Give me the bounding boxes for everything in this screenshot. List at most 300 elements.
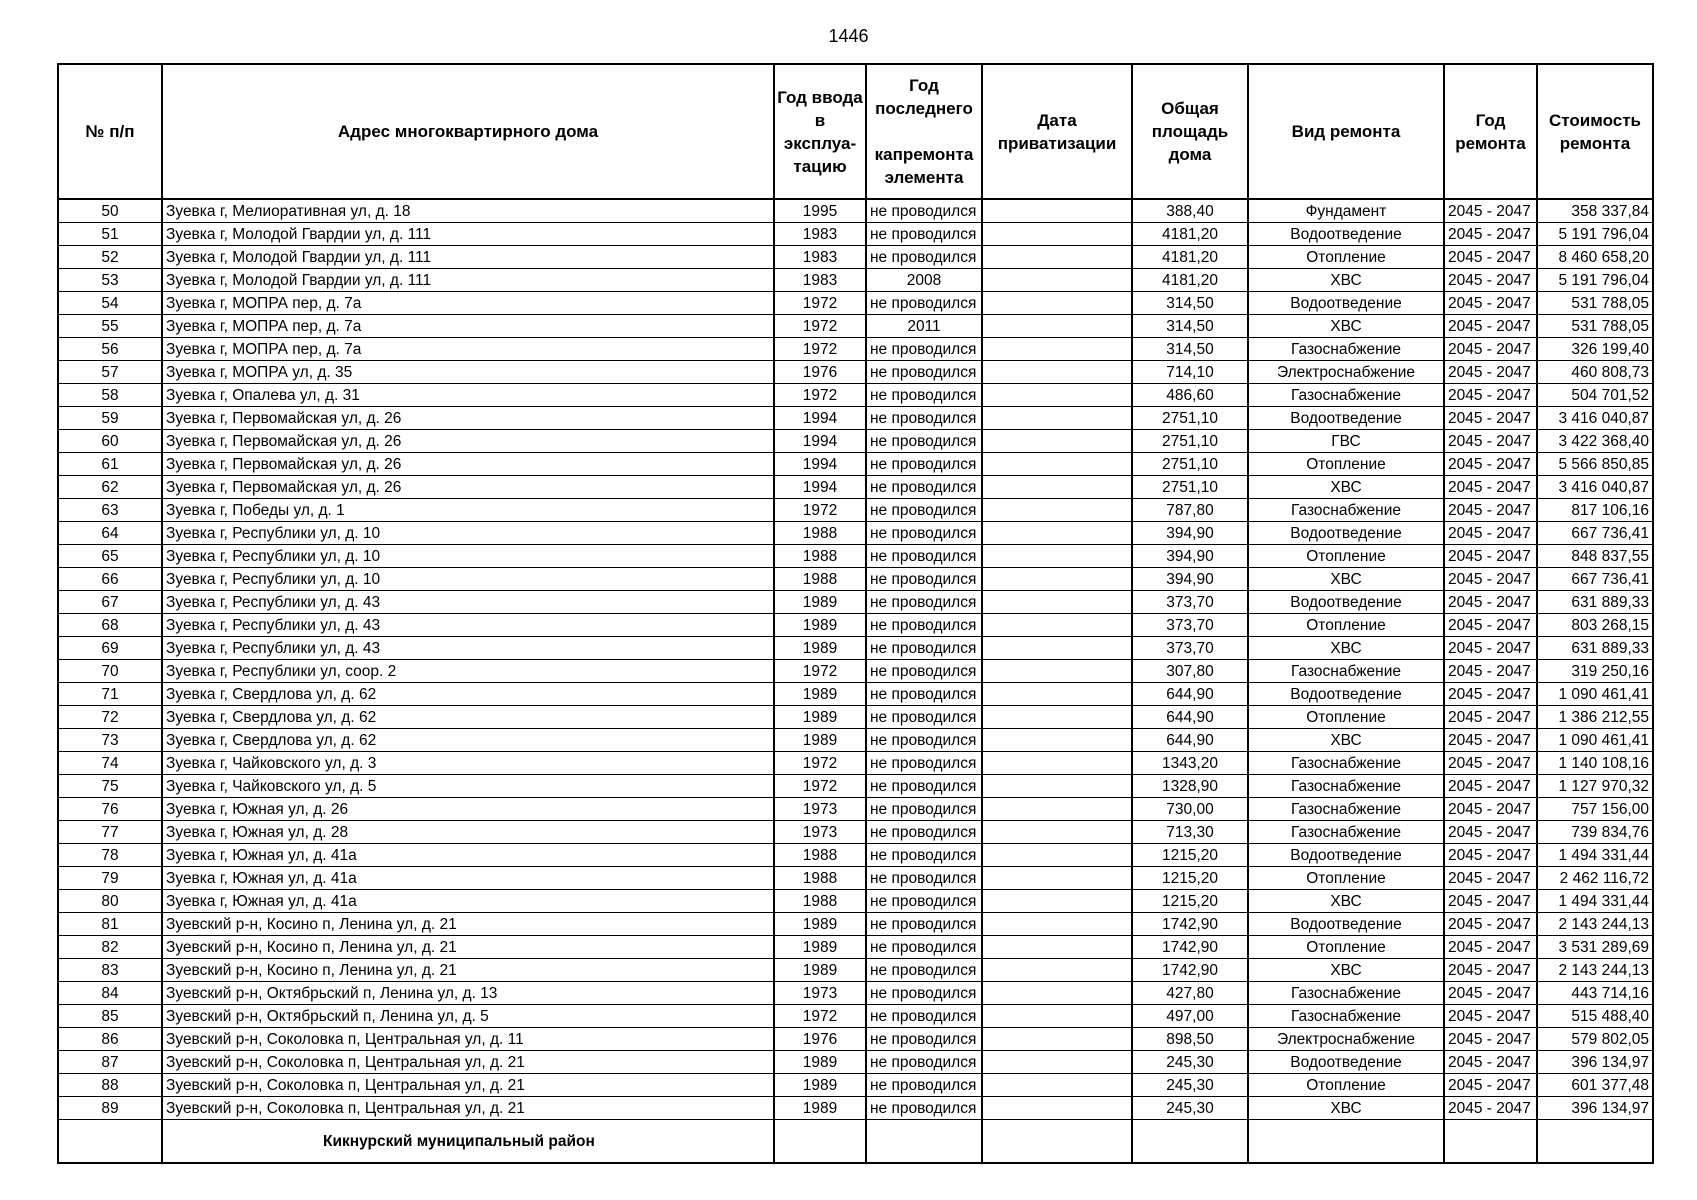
row-privatization xyxy=(982,246,1132,269)
row-repair-type: Отопление xyxy=(1248,1074,1444,1097)
row-last-repair: не проводился xyxy=(866,292,982,315)
row-address: Зуевский р-н, Соколовка п, Центральная ул, д. 21 xyxy=(162,1074,774,1097)
table-row xyxy=(58,476,1653,499)
table-row xyxy=(58,936,1653,959)
row-area: 245,30 xyxy=(1132,1051,1248,1074)
row-privatization xyxy=(982,1074,1132,1097)
row-repair-type: ХВС xyxy=(1248,1097,1444,1120)
row-num: 71 xyxy=(58,683,162,706)
row-repair-year: 2045 - 2047 xyxy=(1444,246,1537,269)
row-year-commission: 1973 xyxy=(774,821,866,844)
row-address: Зуевский р-н, Соколовка п, Центральная ул, д. 21 xyxy=(162,1051,774,1074)
row-num: 80 xyxy=(58,890,162,913)
row-area: 388,40 xyxy=(1132,199,1248,223)
row-num: 89 xyxy=(58,1097,162,1120)
table-row xyxy=(58,545,1653,568)
row-year-commission: 1989 xyxy=(774,936,866,959)
row-area: 373,70 xyxy=(1132,637,1248,660)
row-repair-type: Газоснабжение xyxy=(1248,499,1444,522)
row-year-commission: 1972 xyxy=(774,1005,866,1028)
row-num: 74 xyxy=(58,752,162,775)
row-num: 78 xyxy=(58,844,162,867)
row-year-commission: 1988 xyxy=(774,522,866,545)
row-repair-type: Водоотведение xyxy=(1248,591,1444,614)
table-row xyxy=(58,637,1653,660)
row-cost: 757 156,00 xyxy=(1537,798,1653,821)
row-area: 1215,20 xyxy=(1132,867,1248,890)
row-repair-year: 2045 - 2047 xyxy=(1444,683,1537,706)
row-repair-type: Газоснабжение xyxy=(1248,752,1444,775)
row-num: 58 xyxy=(58,384,162,407)
row-area: 245,30 xyxy=(1132,1074,1248,1097)
row-address: Зуевка г, Первомайская ул, д. 26 xyxy=(162,476,774,499)
row-address: Зуевка г, Южная ул, д. 28 xyxy=(162,821,774,844)
row-last-repair: не проводился xyxy=(866,453,982,476)
row-address: Зуевка г, Республики ул, д. 10 xyxy=(162,545,774,568)
row-repair-type: ХВС xyxy=(1248,637,1444,660)
row-privatization xyxy=(982,199,1132,223)
row-repair-type: Водоотведение xyxy=(1248,1051,1444,1074)
row-repair-type: ГВС xyxy=(1248,430,1444,453)
row-last-repair: не проводился xyxy=(866,1097,982,1120)
table-row xyxy=(58,269,1653,292)
row-year-commission: 1989 xyxy=(774,1051,866,1074)
row-address: Зуевский р-н, Косино п, Ленина ул, д. 21 xyxy=(162,936,774,959)
row-address: Зуевский р-н, Косино п, Ленина ул, д. 21 xyxy=(162,959,774,982)
header-repair-type: Вид ремонта xyxy=(1248,64,1444,199)
row-num: 87 xyxy=(58,1051,162,1074)
row-num: 53 xyxy=(58,269,162,292)
row-repair-type: Фундамент xyxy=(1248,199,1444,223)
row-area: 1742,90 xyxy=(1132,959,1248,982)
row-year-commission: 1983 xyxy=(774,223,866,246)
row-repair-year: 2045 - 2047 xyxy=(1444,315,1537,338)
row-repair-year: 2045 - 2047 xyxy=(1444,1051,1537,1074)
row-year-commission: 1988 xyxy=(774,867,866,890)
row-privatization xyxy=(982,752,1132,775)
row-repair-type: ХВС xyxy=(1248,269,1444,292)
row-address: Зуевский р-н, Соколовка п, Центральная ул, д. 21 xyxy=(162,1097,774,1120)
row-last-repair: не проводился xyxy=(866,1005,982,1028)
row-repair-type: Отопление xyxy=(1248,453,1444,476)
row-num: 56 xyxy=(58,338,162,361)
row-num: 86 xyxy=(58,1028,162,1051)
page-number: 1446 xyxy=(828,26,869,46)
row-cost: 2 143 244,13 xyxy=(1537,959,1653,982)
row-last-repair: не проводился xyxy=(866,499,982,522)
row-repair-type: Водоотведение xyxy=(1248,407,1444,430)
row-last-repair: не проводился xyxy=(866,936,982,959)
row-cost: 3 416 040,87 xyxy=(1537,407,1653,430)
row-last-repair: не проводился xyxy=(866,1028,982,1051)
header-year-commission: Год ввода в эксплуа-тацию xyxy=(774,64,866,199)
row-last-repair: не проводился xyxy=(866,1051,982,1074)
row-repair-year: 2045 - 2047 xyxy=(1444,913,1537,936)
row-year-commission: 1994 xyxy=(774,453,866,476)
row-area: 714,10 xyxy=(1132,361,1248,384)
row-privatization xyxy=(982,315,1132,338)
row-year-commission: 1973 xyxy=(774,982,866,1005)
row-cost: 667 736,41 xyxy=(1537,568,1653,591)
row-num: 65 xyxy=(58,545,162,568)
row-cost: 817 106,16 xyxy=(1537,499,1653,522)
row-privatization xyxy=(982,269,1132,292)
row-address: Зуевка г, Республики ул, д. 10 xyxy=(162,568,774,591)
header-year-last-repair-bottom: капремонта элемента xyxy=(874,145,974,187)
row-num: 85 xyxy=(58,1005,162,1028)
row-address: Зуевка г, Южная ул, д. 26 xyxy=(162,798,774,821)
row-repair-year: 2045 - 2047 xyxy=(1444,614,1537,637)
row-address: Зуевка г, Южная ул, д. 41а xyxy=(162,867,774,890)
row-last-repair: не проводился xyxy=(866,706,982,729)
section-row xyxy=(58,1120,1653,1164)
table-row xyxy=(58,1051,1653,1074)
row-year-commission: 1972 xyxy=(774,292,866,315)
row-last-repair: не проводился xyxy=(866,890,982,913)
row-privatization xyxy=(982,1005,1132,1028)
row-privatization xyxy=(982,821,1132,844)
row-privatization xyxy=(982,292,1132,315)
table-row xyxy=(58,844,1653,867)
row-cost: 1 386 212,55 xyxy=(1537,706,1653,729)
row-repair-year: 2045 - 2047 xyxy=(1444,1097,1537,1120)
row-last-repair: не проводился xyxy=(866,223,982,246)
row-year-commission: 1989 xyxy=(774,614,866,637)
row-repair-year: 2045 - 2047 xyxy=(1444,591,1537,614)
row-year-commission: 1983 xyxy=(774,269,866,292)
row-repair-year: 2045 - 2047 xyxy=(1444,568,1537,591)
row-repair-year: 2045 - 2047 xyxy=(1444,407,1537,430)
row-repair-type: Газоснабжение xyxy=(1248,1005,1444,1028)
row-cost: 358 337,84 xyxy=(1537,199,1653,223)
row-repair-year: 2045 - 2047 xyxy=(1444,269,1537,292)
row-address: Зуевка г, Свердлова ул, д. 62 xyxy=(162,683,774,706)
row-area: 644,90 xyxy=(1132,706,1248,729)
row-area: 2751,10 xyxy=(1132,453,1248,476)
row-address: Зуевка г, Республики ул, соор. 2 xyxy=(162,660,774,683)
row-last-repair: не проводился xyxy=(866,959,982,982)
row-cost: 326 199,40 xyxy=(1537,338,1653,361)
row-repair-year: 2045 - 2047 xyxy=(1444,959,1537,982)
row-privatization xyxy=(982,844,1132,867)
row-privatization xyxy=(982,223,1132,246)
row-address: Зуевка г, МОПРА пер, д. 7а xyxy=(162,292,774,315)
row-area: 644,90 xyxy=(1132,683,1248,706)
row-cost: 504 701,52 xyxy=(1537,384,1653,407)
row-num: 64 xyxy=(58,522,162,545)
row-repair-year: 2045 - 2047 xyxy=(1444,453,1537,476)
row-privatization xyxy=(982,499,1132,522)
row-num: 54 xyxy=(58,292,162,315)
row-cost: 443 714,16 xyxy=(1537,982,1653,1005)
row-address: Зуевка г, Опалева ул, д. 31 xyxy=(162,384,774,407)
row-address: Зуевка г, Свердлова ул, д. 62 xyxy=(162,706,774,729)
header-num: № п/п xyxy=(58,64,162,199)
row-address: Зуевка г, Первомайская ул, д. 26 xyxy=(162,430,774,453)
row-repair-year: 2045 - 2047 xyxy=(1444,1028,1537,1051)
row-area: 314,50 xyxy=(1132,292,1248,315)
row-last-repair: не проводился xyxy=(866,844,982,867)
table-row xyxy=(58,338,1653,361)
table-row xyxy=(58,315,1653,338)
row-address: Зуевка г, Республики ул, д. 43 xyxy=(162,591,774,614)
table-row xyxy=(58,430,1653,453)
row-repair-type: Водоотведение xyxy=(1248,844,1444,867)
row-repair-type: Газоснабжение xyxy=(1248,338,1444,361)
row-num: 79 xyxy=(58,867,162,890)
row-repair-year: 2045 - 2047 xyxy=(1444,844,1537,867)
header-cost: Стоимость ремонта xyxy=(1537,64,1653,199)
table-row xyxy=(58,407,1653,430)
row-repair-type: ХВС xyxy=(1248,729,1444,752)
row-repair-type: Водоотведение xyxy=(1248,292,1444,315)
row-privatization xyxy=(982,1051,1132,1074)
row-num: 51 xyxy=(58,223,162,246)
row-repair-year: 2045 - 2047 xyxy=(1444,982,1537,1005)
row-cost: 460 808,73 xyxy=(1537,361,1653,384)
row-last-repair: не проводился xyxy=(866,660,982,683)
row-area: 2751,10 xyxy=(1132,476,1248,499)
row-privatization xyxy=(982,338,1132,361)
row-year-commission: 1989 xyxy=(774,706,866,729)
row-year-commission: 1972 xyxy=(774,384,866,407)
row-cost: 5 191 796,04 xyxy=(1537,269,1653,292)
row-area: 2751,10 xyxy=(1132,430,1248,453)
row-privatization xyxy=(982,614,1132,637)
row-last-repair: не проводился xyxy=(866,522,982,545)
row-repair-type: Водоотведение xyxy=(1248,223,1444,246)
row-privatization xyxy=(982,361,1132,384)
row-cost: 1 090 461,41 xyxy=(1537,683,1653,706)
row-address: Зуевка г, Первомайская ул, д. 26 xyxy=(162,407,774,430)
row-cost: 3 531 289,69 xyxy=(1537,936,1653,959)
row-year-commission: 1994 xyxy=(774,407,866,430)
table-row xyxy=(58,982,1653,1005)
row-area: 314,50 xyxy=(1132,338,1248,361)
row-repair-type: Электроснабжение xyxy=(1248,361,1444,384)
row-area: 4181,20 xyxy=(1132,223,1248,246)
row-repair-year: 2045 - 2047 xyxy=(1444,752,1537,775)
table-row xyxy=(58,591,1653,614)
row-privatization xyxy=(982,913,1132,936)
table-row xyxy=(58,614,1653,637)
row-area: 394,90 xyxy=(1132,545,1248,568)
row-num: 84 xyxy=(58,982,162,1005)
row-last-repair: не проводился xyxy=(866,752,982,775)
row-year-commission: 1972 xyxy=(774,338,866,361)
row-cost: 631 889,33 xyxy=(1537,591,1653,614)
row-area: 245,30 xyxy=(1132,1097,1248,1120)
table-row xyxy=(58,384,1653,407)
table-row xyxy=(58,1005,1653,1028)
row-repair-year: 2045 - 2047 xyxy=(1444,199,1537,223)
row-address: Зуевка г, Мелиоративная ул, д. 18 xyxy=(162,199,774,223)
row-num: 59 xyxy=(58,407,162,430)
row-cost: 3 422 368,40 xyxy=(1537,430,1653,453)
row-area: 713,30 xyxy=(1132,821,1248,844)
row-area: 644,90 xyxy=(1132,729,1248,752)
table-row xyxy=(58,798,1653,821)
header-year-last-repair-top: Год последнего xyxy=(875,76,973,118)
row-year-commission: 1994 xyxy=(774,430,866,453)
row-last-repair: не проводился xyxy=(866,476,982,499)
row-privatization xyxy=(982,706,1132,729)
row-year-commission: 1989 xyxy=(774,1074,866,1097)
row-repair-type: Водоотведение xyxy=(1248,683,1444,706)
table-row xyxy=(58,292,1653,315)
row-privatization xyxy=(982,890,1132,913)
row-year-commission: 1988 xyxy=(774,890,866,913)
section-title: Кикнурский муниципальный район xyxy=(162,1120,774,1164)
table-row xyxy=(58,775,1653,798)
row-privatization xyxy=(982,430,1132,453)
row-address: Зуевка г, МОПРА пер, д. 7а xyxy=(162,315,774,338)
row-address: Зуевка г, МОПРА пер, д. 7а xyxy=(162,338,774,361)
row-cost: 5 191 796,04 xyxy=(1537,223,1653,246)
row-area: 486,60 xyxy=(1132,384,1248,407)
row-privatization xyxy=(982,568,1132,591)
row-cost: 3 416 040,87 xyxy=(1537,476,1653,499)
row-cost: 1 127 970,32 xyxy=(1537,775,1653,798)
row-privatization xyxy=(982,1097,1132,1120)
row-num: 50 xyxy=(58,199,162,223)
row-last-repair: не проводился xyxy=(866,246,982,269)
row-repair-type: ХВС xyxy=(1248,959,1444,982)
row-repair-type: ХВС xyxy=(1248,476,1444,499)
row-cost: 396 134,97 xyxy=(1537,1097,1653,1120)
row-repair-year: 2045 - 2047 xyxy=(1444,936,1537,959)
row-cost: 515 488,40 xyxy=(1537,1005,1653,1028)
row-privatization xyxy=(982,476,1132,499)
row-year-commission: 1995 xyxy=(774,199,866,223)
row-privatization xyxy=(982,545,1132,568)
row-year-commission: 1988 xyxy=(774,545,866,568)
row-repair-year: 2045 - 2047 xyxy=(1444,1074,1537,1097)
row-address: Зуевка г, Победы ул, д. 1 xyxy=(162,499,774,522)
row-num: 83 xyxy=(58,959,162,982)
row-repair-type: Отопление xyxy=(1248,545,1444,568)
row-area: 314,50 xyxy=(1132,315,1248,338)
row-area: 787,80 xyxy=(1132,499,1248,522)
table-body xyxy=(58,199,1653,1120)
row-year-commission: 1989 xyxy=(774,637,866,660)
table-row xyxy=(58,706,1653,729)
row-privatization xyxy=(982,798,1132,821)
row-repair-year: 2045 - 2047 xyxy=(1444,821,1537,844)
row-repair-year: 2045 - 2047 xyxy=(1444,1005,1537,1028)
row-repair-year: 2045 - 2047 xyxy=(1444,729,1537,752)
row-last-repair: не проводился xyxy=(866,614,982,637)
row-address: Зуевка г, Республики ул, д. 43 xyxy=(162,614,774,637)
row-cost: 531 788,05 xyxy=(1537,315,1653,338)
table-row xyxy=(58,821,1653,844)
row-privatization xyxy=(982,867,1132,890)
row-last-repair: не проводился xyxy=(866,913,982,936)
row-last-repair: не проводился xyxy=(866,545,982,568)
row-area: 1343,20 xyxy=(1132,752,1248,775)
row-privatization xyxy=(982,775,1132,798)
row-cost: 601 377,48 xyxy=(1537,1074,1653,1097)
row-area: 394,90 xyxy=(1132,568,1248,591)
row-address: Зуевка г, Свердлова ул, д. 62 xyxy=(162,729,774,752)
row-privatization xyxy=(982,660,1132,683)
row-cost: 1 090 461,41 xyxy=(1537,729,1653,752)
row-year-commission: 1972 xyxy=(774,752,866,775)
table-row xyxy=(58,729,1653,752)
row-area: 1742,90 xyxy=(1132,936,1248,959)
row-year-commission: 1989 xyxy=(774,729,866,752)
header-year-last-repair xyxy=(866,64,982,199)
row-repair-year: 2045 - 2047 xyxy=(1444,660,1537,683)
table-row xyxy=(58,1097,1653,1120)
row-cost: 1 494 331,44 xyxy=(1537,890,1653,913)
row-cost: 2 462 116,72 xyxy=(1537,867,1653,890)
row-cost: 531 788,05 xyxy=(1537,292,1653,315)
repair-table xyxy=(57,63,1654,1164)
row-repair-year: 2045 - 2047 xyxy=(1444,338,1537,361)
row-num: 75 xyxy=(58,775,162,798)
header-area: Общая площадь дома xyxy=(1132,64,1248,199)
row-area: 497,00 xyxy=(1132,1005,1248,1028)
row-cost: 631 889,33 xyxy=(1537,637,1653,660)
row-repair-year: 2045 - 2047 xyxy=(1444,292,1537,315)
row-year-commission: 1989 xyxy=(774,913,866,936)
row-last-repair: 2008 xyxy=(866,269,982,292)
row-num: 69 xyxy=(58,637,162,660)
row-year-commission: 1972 xyxy=(774,660,866,683)
row-cost: 319 250,16 xyxy=(1537,660,1653,683)
row-repair-type: Отопление xyxy=(1248,867,1444,890)
table-row xyxy=(58,752,1653,775)
row-last-repair: не проводился xyxy=(866,867,982,890)
table-row xyxy=(58,223,1653,246)
row-area: 1328,90 xyxy=(1132,775,1248,798)
row-last-repair: не проводился xyxy=(866,683,982,706)
row-repair-year: 2045 - 2047 xyxy=(1444,522,1537,545)
row-address: Зуевка г, Молодой Гвардии ул, д. 111 xyxy=(162,223,774,246)
row-privatization xyxy=(982,936,1132,959)
table-row xyxy=(58,683,1653,706)
row-address: Зуевский р-н, Октябрьский п, Ленина ул, д. 5 xyxy=(162,1005,774,1028)
row-year-commission: 1988 xyxy=(774,844,866,867)
row-privatization xyxy=(982,407,1132,430)
row-area: 307,80 xyxy=(1132,660,1248,683)
row-num: 82 xyxy=(58,936,162,959)
table-row xyxy=(58,867,1653,890)
row-num: 88 xyxy=(58,1074,162,1097)
row-num: 55 xyxy=(58,315,162,338)
row-cost: 5 566 850,85 xyxy=(1537,453,1653,476)
row-area: 4181,20 xyxy=(1132,246,1248,269)
row-privatization xyxy=(982,522,1132,545)
row-year-commission: 1972 xyxy=(774,315,866,338)
row-area: 898,50 xyxy=(1132,1028,1248,1051)
row-cost: 8 460 658,20 xyxy=(1537,246,1653,269)
row-address: Зуевка г, Молодой Гвардии ул, д. 111 xyxy=(162,269,774,292)
row-area: 427,80 xyxy=(1132,982,1248,1005)
row-repair-year: 2045 - 2047 xyxy=(1444,430,1537,453)
row-cost: 396 134,97 xyxy=(1537,1051,1653,1074)
row-num: 67 xyxy=(58,591,162,614)
row-last-repair: не проводился xyxy=(866,1074,982,1097)
table-row xyxy=(58,660,1653,683)
row-repair-type: Газоснабжение xyxy=(1248,775,1444,798)
row-privatization xyxy=(982,959,1132,982)
row-area: 4181,20 xyxy=(1132,269,1248,292)
row-last-repair: не проводился xyxy=(866,775,982,798)
row-year-commission: 1973 xyxy=(774,798,866,821)
row-num: 60 xyxy=(58,430,162,453)
